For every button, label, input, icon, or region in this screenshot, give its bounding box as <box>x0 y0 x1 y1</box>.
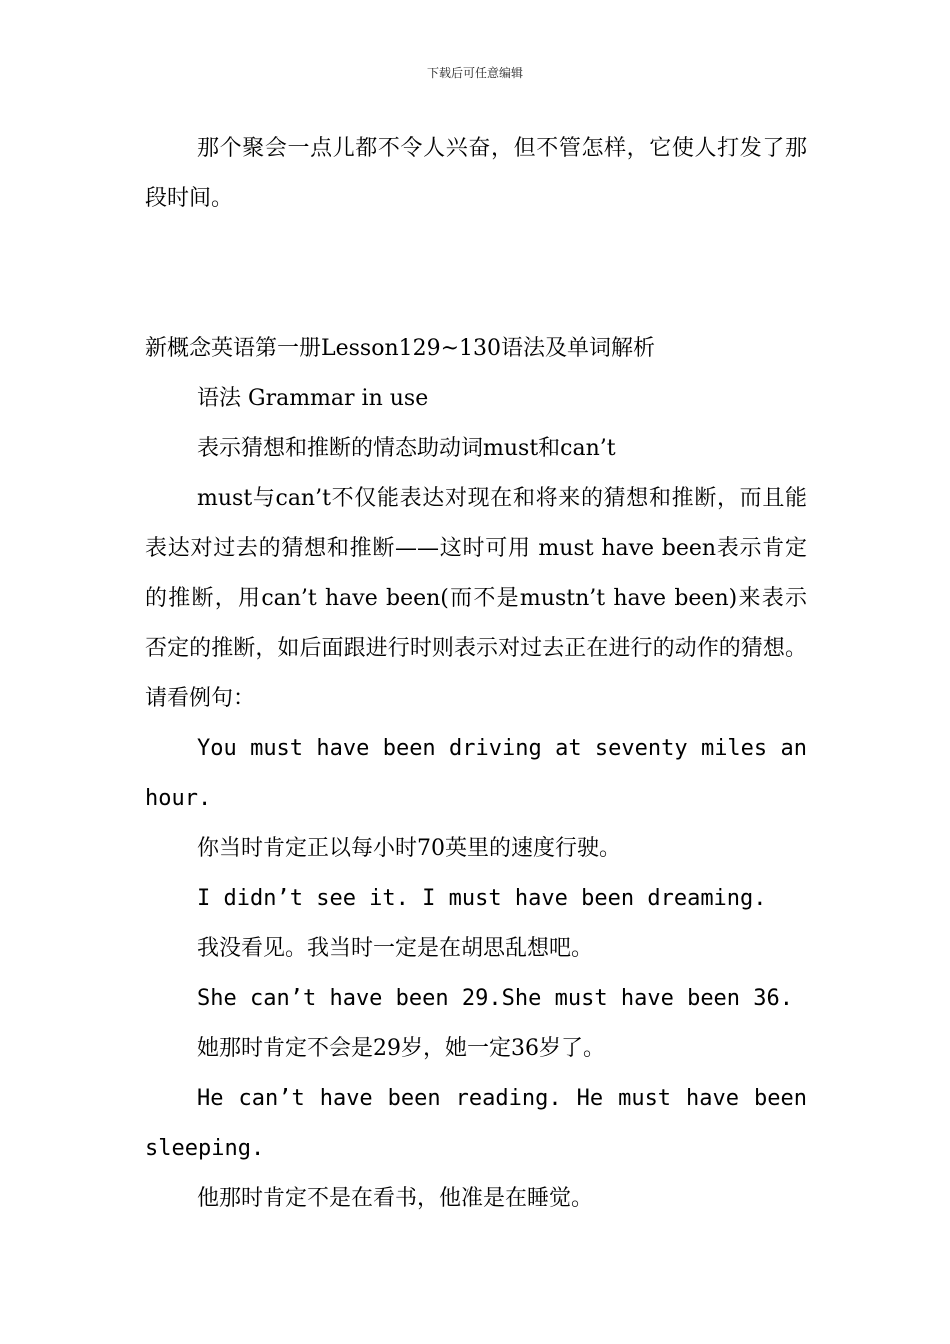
grammar-explanation: must与can’t不仅能表达对现在和将来的猜想和推断，而且能表达对过去的猜想和推断——这时可用 must have been表示肯定的推断，用can’t have been(而不是mustn’t have been)来表示否定的推断，如后面跟进行时则表示对过去正在进行的动作的猜想。请看例句： <box>145 486 807 711</box>
grammar-heading: 语法 Grammar in use <box>197 386 429 411</box>
example-sentence-1: You must have been driving at seventy miles an hour. <box>145 736 821 811</box>
example-translation-4: 他那时肯定不是在看书，他准是在睡觉。 <box>197 1186 594 1211</box>
paragraph-party: 那个聚会一点儿都不令人兴奋，但不管怎样，它使人打发了那段时间。 <box>145 136 807 211</box>
example-translation-3: 她那时肯定不会是29岁，她一定36岁了。 <box>197 1036 605 1061</box>
example-sentence-2: I didn’t see it. I must have been dreaming. <box>197 886 767 911</box>
grammar-subheading: 表示猜想和推断的情态助动词must和can’t <box>197 436 616 461</box>
page-header: 下载后可任意编辑 <box>426 66 523 80</box>
example-translation-1: 你当时肯定正以每小时70英里的速度行驶。 <box>197 836 621 861</box>
example-translation-2: 我没看见。我当时一定是在胡思乱想吧。 <box>197 936 594 961</box>
section-gap <box>145 224 807 324</box>
section-title: 新概念英语第一册Lesson129~130语法及单词解析 <box>145 336 656 361</box>
example-sentence-3: She can’t have been 29.She must have been 36. <box>197 986 794 1011</box>
example-sentence-4: He can’t have been reading. He must have been sleeping. <box>145 1086 821 1161</box>
document-body <box>145 124 821 1224</box>
